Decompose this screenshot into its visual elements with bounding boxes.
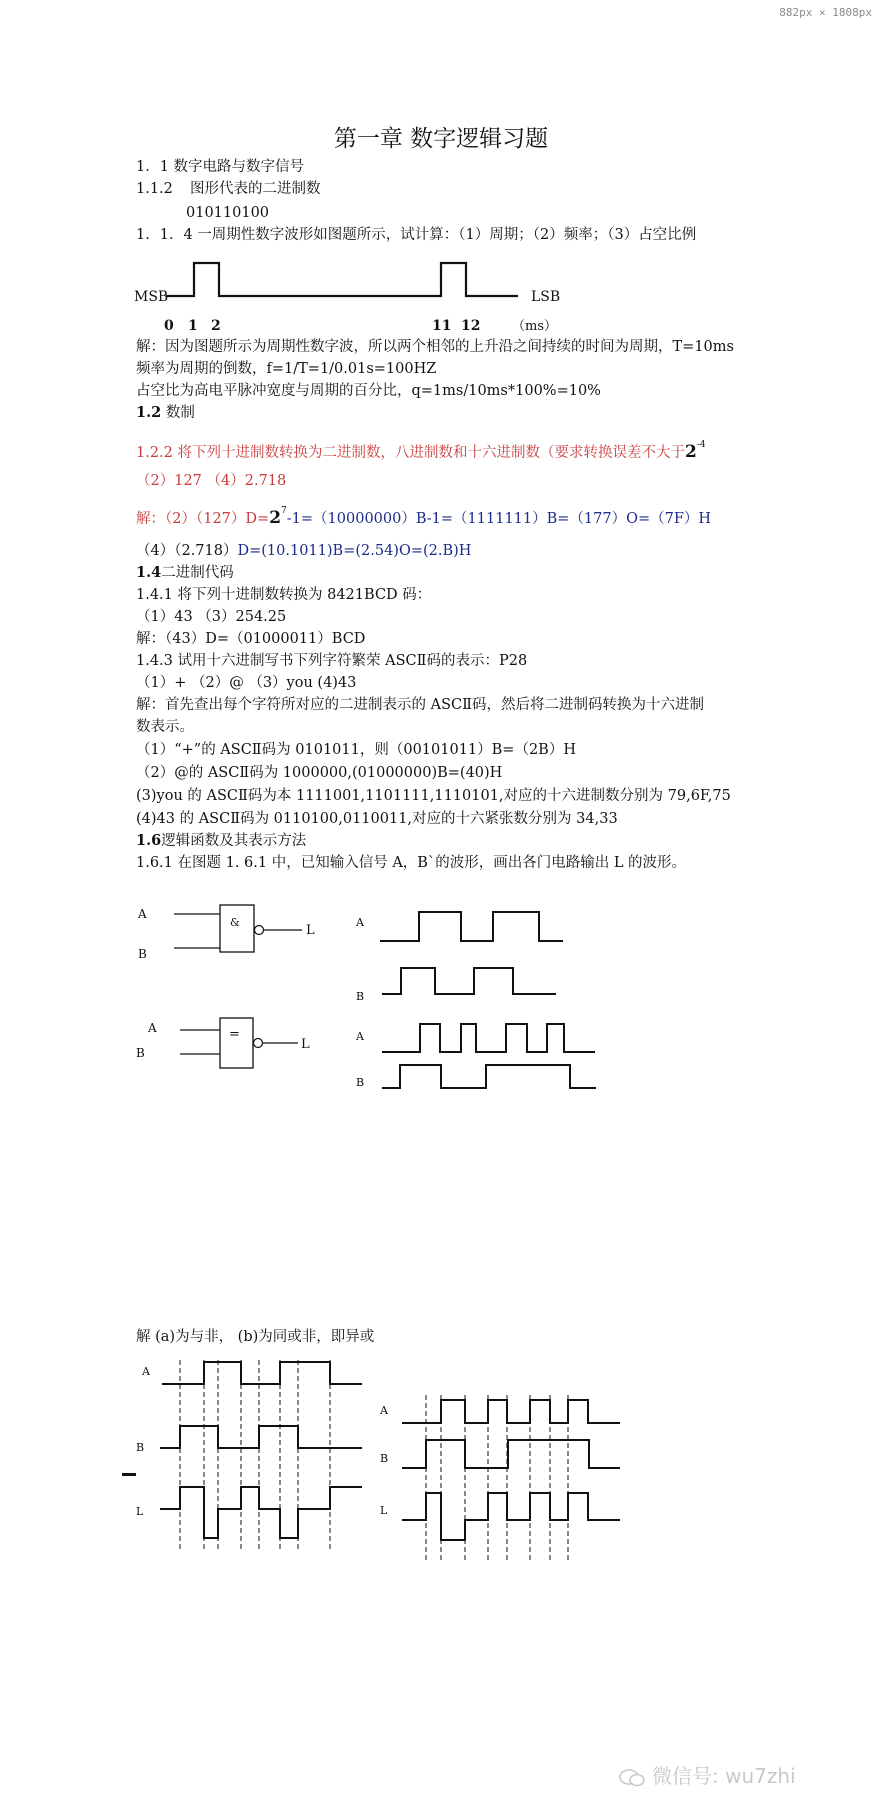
periodic-waveform: [0, 255, 882, 335]
xnor-gate-diagram: [130, 1010, 330, 1080]
solution-1-4-3-line1: 解：首先查出每个字符所对应的二进制表示的 ASCⅡ码，然后将二进制码转换为十六进制: [136, 697, 704, 713]
nand-gate-diagram: [130, 900, 330, 970]
answer-gate-types: 解 (a)为与非， (b)为同或非，即异或: [136, 1329, 375, 1345]
tick-12: 12: [461, 318, 481, 334]
section-1-1-2-text: 图形代表的二进制数: [190, 181, 321, 197]
sol-left-b-label: B: [136, 1441, 145, 1454]
wave-a2-trace: [382, 1024, 595, 1052]
dimension-label: 882px × 1808px: [779, 6, 872, 19]
tick-0: 0: [164, 318, 174, 334]
sol-right-a-label: A: [380, 1404, 388, 1417]
section-1-2-text: 数制: [165, 405, 195, 421]
gate2-output-label: L: [301, 1037, 310, 1052]
section-1-1-2-number: 1.1.2: [136, 181, 173, 197]
tick-11: 11: [432, 318, 452, 334]
sol-right-b-label: B: [380, 1452, 389, 1465]
sol-right-a-trace: [402, 1400, 620, 1423]
wave-b2-trace: [382, 1065, 596, 1088]
question-1-4-3-items: （1）+ （2）@ （3）you (4)43: [136, 675, 357, 691]
wave-a1-trace: [380, 912, 563, 941]
sol-right-guide-lines: [426, 1395, 568, 1562]
question-1-1-4: 1．1．4 一周期性数字波形如图题所示，试计算：（1）周期；（2）频率；（3）占空比例: [136, 227, 697, 243]
section-1-2-number: 1.2: [136, 404, 162, 421]
solution-127: [136, 508, 711, 529]
gate2-inverter-bubble: [254, 1039, 263, 1048]
gate1-symbol: &: [230, 916, 240, 929]
question-1-2-2-base: 2: [685, 442, 697, 462]
gate2-symbol: =: [229, 1027, 240, 1042]
solution-127-exponent: 7: [281, 506, 287, 517]
answer-plus: （1）“+”的 ASCⅡ码为 0101011，则（00101011）B=（2B）H: [136, 742, 576, 758]
section-1-4-number: 1.4: [136, 564, 162, 581]
section-1-6-text: 逻辑函数及其表示方法: [161, 833, 307, 849]
input-waveforms: [350, 900, 650, 1100]
question-1-2-2-items: （2）127 （4）2.718: [136, 473, 287, 489]
msb-label: MSB: [134, 289, 169, 305]
lsb-label: LSB: [531, 289, 561, 305]
sol-right-l-label: L: [380, 1504, 388, 1517]
wave-b1-label: B: [356, 990, 365, 1003]
sol-right-l-trace: [402, 1493, 620, 1540]
section-1-4-text: 二进制代码: [161, 565, 234, 581]
section-1-1: 1．1 数字电路与数字信号: [136, 159, 305, 175]
answer-43: (4)43 的 ASCⅡ码为 0110100,0110011,对应的十六紧张数分别为 34,33: [136, 811, 618, 827]
question-1-2-2: [136, 442, 706, 463]
solution-period: 解：因为图题所示为周期性数字波，所以两个相邻的上升沿之间持续的时间为周期，T=10ms: [136, 339, 734, 355]
tick-1: 1: [188, 318, 198, 334]
gate2-input-a-label: A: [148, 1021, 157, 1035]
wave-b1-trace: [382, 968, 556, 994]
binary-answer: 010110100: [186, 205, 270, 221]
tick-2: 2: [211, 318, 221, 334]
gate2-input-b-label: B: [136, 1046, 145, 1060]
solution-waveforms-right: [378, 1390, 638, 1570]
answer-at: （2）@的 ASCⅡ码为 1000000,(01000000)B=(40)H: [136, 765, 503, 781]
gate1-input-a-label: A: [138, 907, 147, 921]
solution-127-lead: 解：（2）（127）D=: [136, 511, 270, 527]
gate2-body: [220, 1018, 253, 1068]
wave-a2-label: A: [356, 1030, 364, 1043]
waveform-trace: [166, 263, 518, 296]
question-1-4-3: 1.4.3 试用十六进制写书下列字符繁荣 ASCⅡ码的表示：P28: [136, 653, 528, 669]
section-1-6-number: 1.6: [136, 832, 162, 849]
question-1-2-2-exponent: -4: [696, 440, 706, 451]
sol-left-l-trace: [160, 1487, 362, 1538]
solution-127-base: 2: [269, 508, 282, 528]
question-1-4-1-items: （1）43 （3）254.25: [136, 609, 287, 625]
solution-2718-lead: （4）（2.718）: [136, 543, 238, 559]
margin-bar-mark: [122, 1473, 136, 1476]
sol-right-b-trace: [402, 1440, 620, 1468]
wechat-icon: [618, 1768, 646, 1788]
sol-left-a-label: A: [142, 1365, 150, 1378]
answer-you: (3)you 的 ASCⅡ码为本 1111001,1101111,1110101,对应的十六进制数分别为 79,6F,75: [136, 788, 731, 804]
page-title: 第一章 数字逻辑习题: [333, 126, 549, 152]
solution-2718-rest: D=(10.1011)B=(2.54)O=(2.B)H: [237, 543, 472, 559]
solution-waveforms-left: [122, 1355, 382, 1555]
solution-2718: [136, 542, 471, 560]
sol-left-b-trace: [160, 1426, 362, 1448]
gate1-output-label: L: [306, 923, 315, 938]
gate1-inverter-bubble: [255, 926, 264, 935]
question-1-4-1: 1.4.1 将下列十进制数转换为 8421BCD 码：: [136, 587, 432, 603]
solution-duty-cycle: 占空比为高电平脉冲宽度与周期的百分比，q=1ms/10ms*100%=10%: [136, 383, 601, 399]
gate1-input-b-label: B: [138, 947, 147, 961]
question-1-2-2-text: 1.2.2 将下列十进制数转换为二进制数，八进制数和十六进制数（要求转换误差不大于: [136, 445, 686, 461]
watermark-text: 微信号: wu7zhi: [652, 1764, 796, 1788]
solution-frequency: 频率为周期的倒数，f=1/T=1/0.01s=100HZ: [136, 361, 437, 377]
solution-1-4-1: 解：（43）D=（01000011）BCD: [136, 631, 366, 647]
wave-a1-label: A: [356, 916, 364, 929]
sol-left-l-label: L: [136, 1505, 144, 1518]
wave-b2-label: B: [356, 1076, 365, 1089]
sol-left-a-trace: [162, 1362, 362, 1384]
question-1-6-1: 1.6.1 在图题 1. 6.1 中，已知输入信号 A，B`的波形，画出各门电路输出 L 的波形。: [136, 855, 687, 871]
time-unit: （ms）: [512, 319, 557, 334]
solution-1-4-3-line2: 数表示。: [136, 719, 194, 735]
sol-left-guide-lines: [180, 1360, 330, 1550]
wechat-watermark: [618, 1760, 796, 1789]
solution-127-rest: -1=（10000000）B-1=（1111111）B=（177）O=（7F）H: [286, 511, 712, 527]
